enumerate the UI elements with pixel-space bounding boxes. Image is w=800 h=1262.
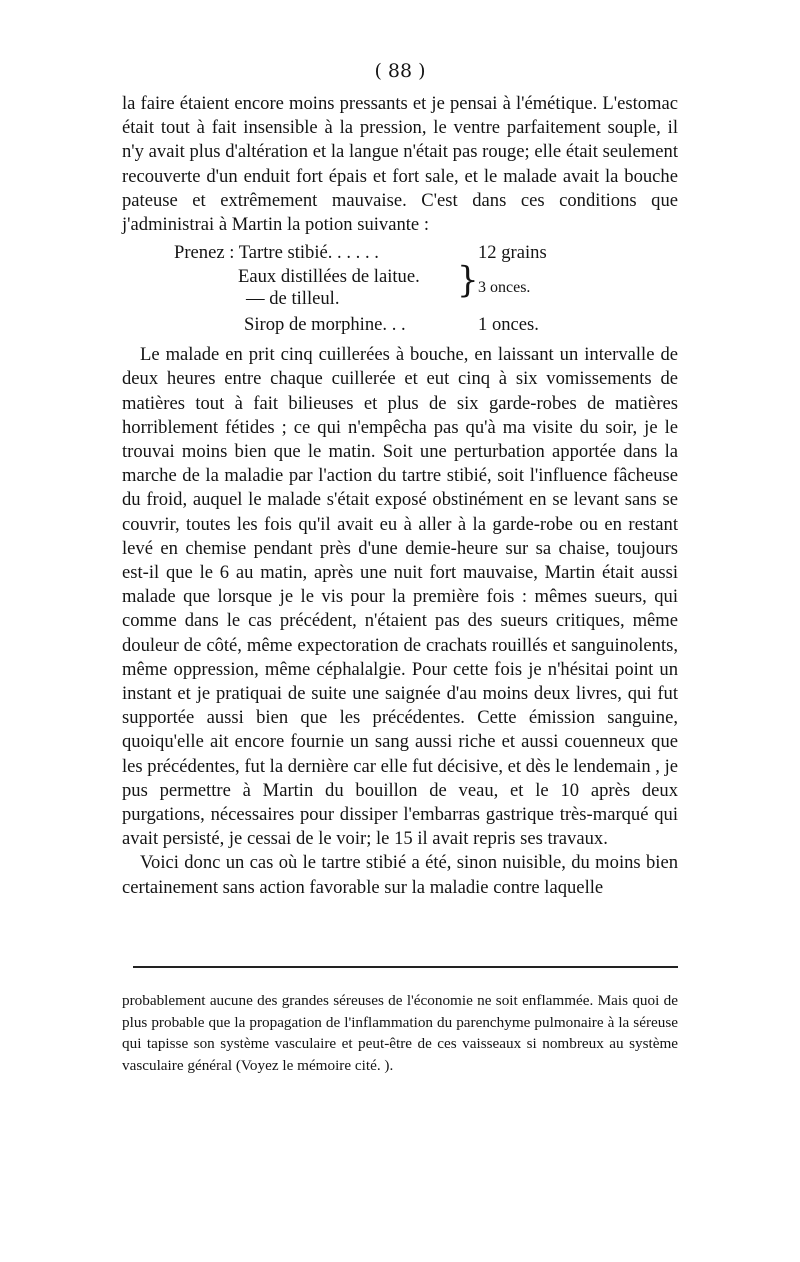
paragraph-3: Voici donc un cas où le tartre stibié a été, sinon nuisible, du moins bien certainement sans action favorable sur la maladie contre laquelle <box>122 852 678 898</box>
footnote-text: probablement aucune des grandes séreuses de l'économie ne soit enflammée. Mais quoi de plus probable que la propagation de l'inflammation du parenchyme pulmonaire à la séreuse qui tapisse son système vasculaire et peut-être de ces vaisseaux si nombreux au système vasculaire général (Voyez le mémoire cité. ). <box>122 992 678 1074</box>
recipe-line-4-qty: 1 onces. <box>478 314 539 336</box>
paragraph-1: la faire étaient encore moins pressants et je pensai à l'émétique. L'estomac était tout à fait insensible à la pression, le ventre parfaitement souple, il n'y avait plus d'altération et la langue n'était pas rouge; elle était seulement recouverte d'un enduit fort épais et fort sale, et le malade avait la bouche pateuse et extrêmement mauvaise. C'est dans ces conditions que j'administrai à Martin la potion suivante : <box>122 93 678 236</box>
recipe-line-1-qty: 12 grains <box>478 242 547 264</box>
recipe-line-3-label: — de tilleul. <box>246 288 340 310</box>
paragraph-2: Le malade en prit cinq cuillerées à bouche, en laissant un intervalle de deux heures entre chaque cuillerée et eut cinq à six vomissements de matières tout à fait bilieuses et plus de six garde-robes de matières horriblement fétides ; ce qui n'empêcha pas qu'à ma visite du soir, je le trouvai moins bien que le matin. Soit une perturbation apportée dans la marche de la maladie par l'action du tartre stibié, soit l'influence fâcheuse du froid, auquel le malade s'était exposé obstinément en se levant sans se couvrir, toutes les fois qu'il avait eu à aller à la garde-robe ou en restant levé en chemise pendant près d'une demie-heure sur sa chaise, toujours est-il que le 6 au matin, après une nuit fort mauvaise, Martin était aussi malade que lorsque je le vis pour la première fois : mêmes sueurs, qui comme dans le cas précédent, n'étaient pas des sueurs critiques, même douleur de côté, même expectoration de crachats rouillés et sanguinolents, même oppression, même céphalalgie. Pour cette fois je n'hésitai point un instant et je pratiquai de suite une saignée d'au moins deux livres, qui fut supportée aussi bien que les précédentes. Cette émission sanguine, quoiqu'elle ait encore fournie un sang aussi riche et aussi couenneux que les précédentes, fut la dernière car elle fut décisive, et dès le lendemain , je pus permettre à Martin du bouillon de veau, et le 10 après deux purgations, nécessaires pour dissiper l'embarras gastrique très-marqué qui avait persisté, je cessai de le voir; le 15 il avait repris ses travaux. <box>122 344 678 850</box>
recipe-brace: } <box>457 259 479 302</box>
main-text <box>122 92 678 900</box>
recipe-line-4-label: Sirop de morphine. . . <box>244 314 406 336</box>
recipe-line-1-label: Prenez : Tartre stibié. . . . . . <box>174 242 379 264</box>
recipe-line-23-qty: 3 onces. <box>478 279 531 297</box>
recipe-line-2-label: Eaux distillées de laitue. <box>238 266 420 288</box>
footnote <box>122 990 678 1076</box>
page-number: ( 88 ) <box>374 60 426 82</box>
footnote-separator <box>133 966 678 968</box>
prescription <box>122 239 678 339</box>
